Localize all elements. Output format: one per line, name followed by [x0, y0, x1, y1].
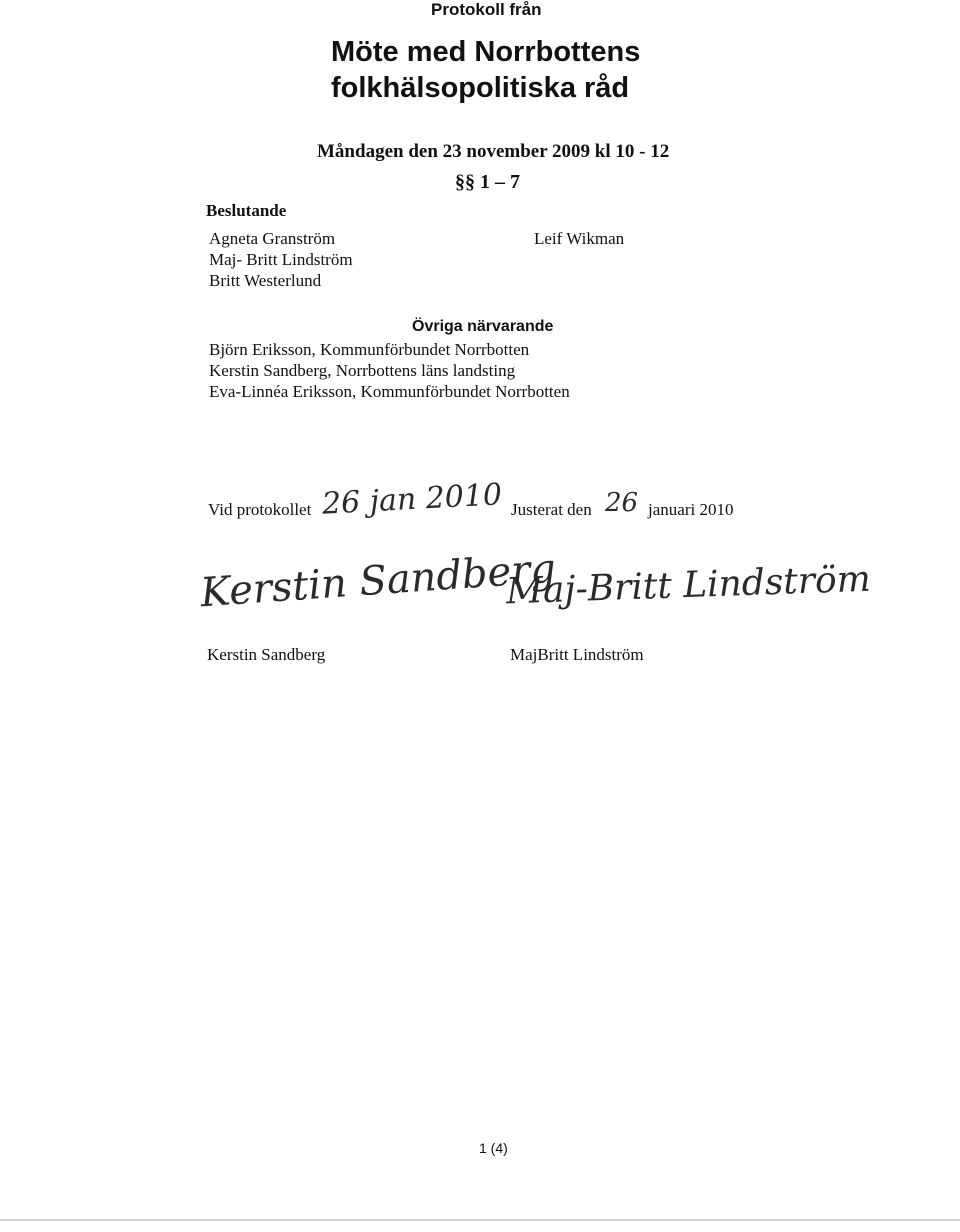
beslutande-member: Leif Wikman — [534, 229, 625, 248]
document-type-label: Protokoll från — [431, 0, 542, 19]
beslutande-member: Maj- Britt Lindström — [209, 250, 353, 269]
document-title-line-2: folkhälsopolitiska råd — [331, 72, 630, 104]
section-range: §§ 1 – 7 — [455, 171, 520, 193]
document-title-line-1: Möte med Norrbottens — [331, 36, 641, 68]
signatory-name-right: MajBritt Lindström — [510, 645, 644, 664]
beslutande-heading: Beslutande — [206, 201, 287, 220]
beslutande-member: Britt Westerlund — [209, 271, 322, 290]
handwritten-day: 26 — [605, 488, 639, 518]
ovriga-person: Kerstin Sandberg, Norrbottens läns landsting — [209, 361, 516, 380]
ovriga-person: Björn Eriksson, Kommunförbundet Norrbotten — [209, 340, 530, 359]
ovriga-person: Eva-Linnéa Eriksson, Kommunförbundet Norrbotten — [209, 382, 570, 401]
handwritten-date: 26 jan 2010 — [321, 477, 503, 522]
page-bottom-edge — [0, 1219, 960, 1221]
vid-protokollet-label: Vid protokollet — [208, 500, 312, 519]
majbritt-lindstrom-signature: Maj-Britt Lindström — [505, 558, 872, 613]
kerstin-sandberg-signature: Kerstin Sandberg — [198, 545, 558, 617]
justerat-label: Justerat den — [511, 500, 592, 519]
meeting-date: Måndagen den 23 november 2009 kl 10 - 12 — [317, 141, 670, 162]
signatory-name-left: Kerstin Sandberg — [207, 645, 326, 664]
beslutande-member: Agneta Granström — [209, 229, 336, 248]
ovriga-narvarande-heading: Övriga närvarande — [412, 318, 554, 335]
justerat-month-year: januari 2010 — [648, 500, 734, 519]
page-number: 1 (4) — [479, 1140, 508, 1156]
